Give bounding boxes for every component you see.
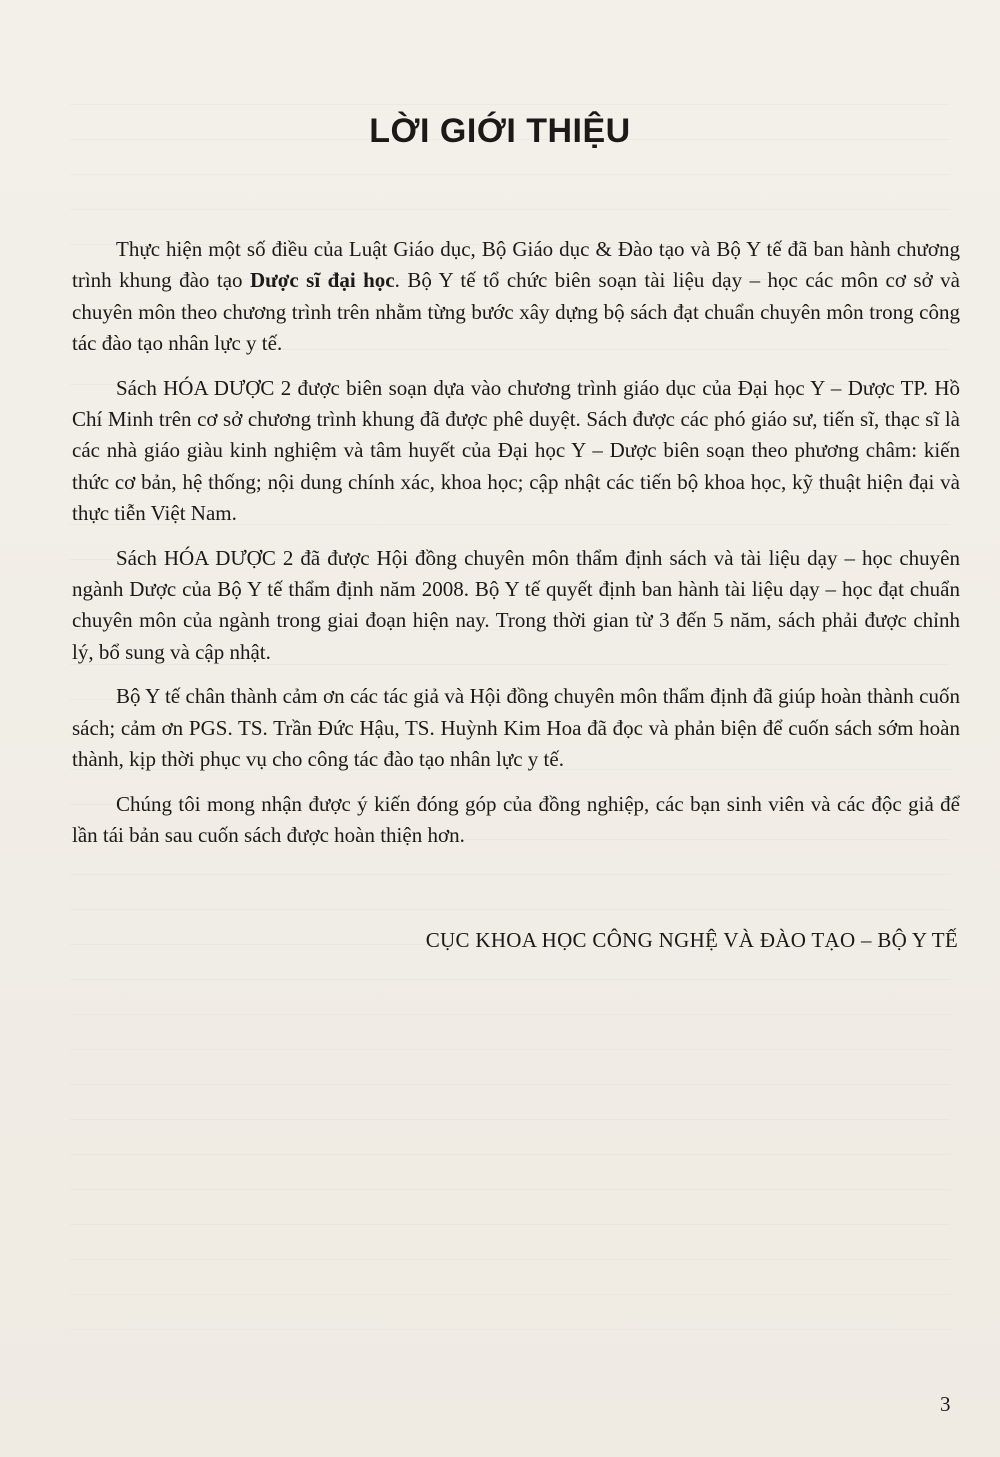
page-number: 3: [940, 1392, 951, 1416]
bleed-through-line: [70, 1085, 950, 1120]
paragraph-1-bold-text: Dược sĩ đại học: [250, 268, 395, 293]
paragraph-1-text-before: Thực hiện một số điều của Luật Giáo dục, Bộ Giáo dục & Đào tạo và Bộ Y tế đã ban hành chương trình khung đào tạo: [72, 237, 960, 293]
bleed-through-line: [70, 1225, 950, 1260]
bleed-through-line: [70, 980, 950, 1015]
bleed-through-line: [70, 1295, 950, 1330]
introduction-body: [72, 234, 960, 865]
bleed-through-line: [70, 1050, 950, 1085]
bleed-through-line: [70, 175, 950, 210]
bleed-through-line: [70, 70, 950, 105]
signature-line: CỤC KHOA HỌC CÔNG NGHỆ VÀ ĐÀO TẠO – BỘ Y TẾ: [425, 928, 958, 952]
bleed-through-line: [70, 1015, 950, 1050]
paragraph-4: Bộ Y tế chân thành cảm ơn các tác giả và Hội đồng chuyên môn thẩm định đã giúp hoàn thành cuốn sách; cảm ơn PGS. TS. Trần Đức Hậu, TS. Huỳnh Kim Hoa đã đọc và phản biện để cuốn sách sớm hoàn thành, kịp thời phục vụ cho công tác đào tạo nhân lực y tế.: [72, 684, 960, 771]
page-title: LỜI GIỚI THIỆU: [369, 112, 631, 150]
bleed-through-line: [70, 1120, 950, 1155]
paragraph-5: Chúng tôi mong nhận được ý kiến đóng góp của đồng nghiệp, các bạn sinh viên và các độc giả để lần tái bản sau cuốn sách được hoàn thiện hơn.: [72, 791, 960, 848]
paragraph-1-text-after: . Bộ Y tế tổ chức biên soạn tài liệu dạy – học các môn cơ sở và chuyên môn theo chương trình trên nhằm từng bước xây dựng bộ sách đạt chuẩn chuyên môn trong công tác đào tạo nhân lực y tế.: [72, 268, 960, 355]
paragraph-3: Sách HÓA DƯỢC 2 đã được Hội đồng chuyên môn thẩm định sách và tài liệu dạy – học chuyên ngành Dược của Bộ Y tế thẩm định năm 2008. Bộ Y tế quyết định ban hành tài liệu dạy – học đạt chuẩn chuyên môn của ngành trong giai đoạn hiện nay. Trong thời gian từ 3 đến 5 năm, sách phải được chỉnh lý, bổ sung và cập nhật.: [72, 545, 960, 664]
bleed-through-line: [70, 875, 950, 910]
bleed-through-line: [70, 1155, 950, 1190]
bleed-through-line: [70, 1260, 950, 1295]
bleed-through-line: [70, 1190, 950, 1225]
paragraph-1: [72, 234, 960, 359]
paragraph-2: Sách HÓA DƯỢC 2 được biên soạn dựa vào chương trình giáo dục của Đại học Y – Dược TP. Hồ Chí Minh trên cơ sở chương trình khung đã được phê duyệt. Sách được các phó giáo sư, tiến sĩ, thạc sĩ là các nhà giáo giàu kinh nghiệm và tâm huyết của Đại học Y – Dược biên soạn theo phương châm: kiến thức cơ bản, hệ thống; nội dung chính xác, khoa học; cập nhật các tiến bộ khoa học, kỹ thuật hiện đại và thực tiễn Việt Nam.: [72, 375, 960, 525]
bleed-through-line: [70, 1330, 950, 1350]
